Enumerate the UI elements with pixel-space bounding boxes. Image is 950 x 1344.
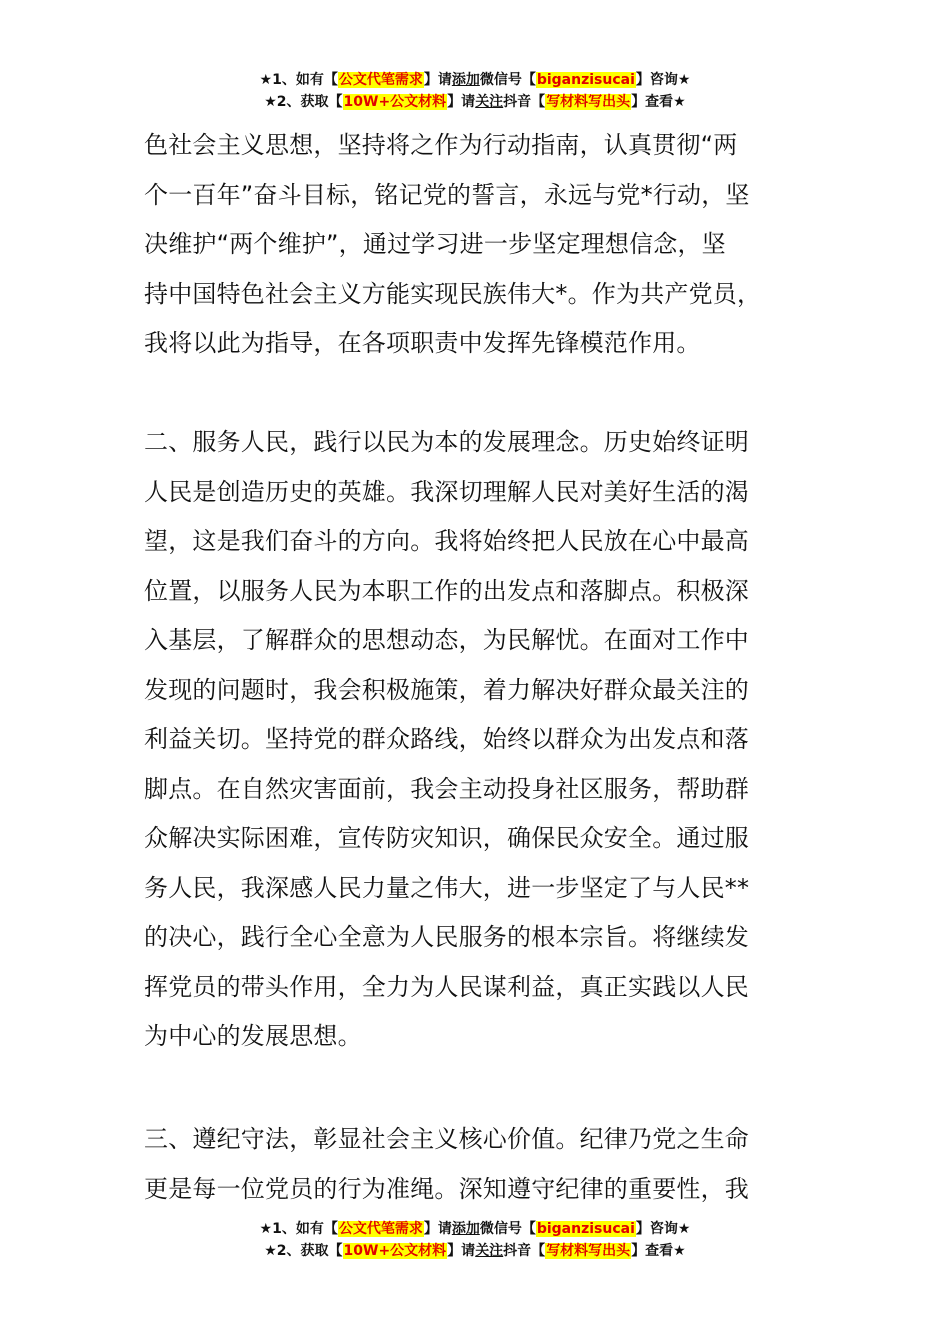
banner-underlined: 添加 xyxy=(451,1221,480,1237)
banner-text: 】查看★ xyxy=(631,94,686,110)
banner-text: 微信号【 xyxy=(479,1221,536,1237)
header-banner xyxy=(0,69,950,113)
paragraph-2 xyxy=(144,418,808,1062)
text-line: 三、遵纪守法，彰显社会主义核心价值。纪律乃党之生命 xyxy=(144,1125,749,1153)
highlight-materials: 10W+公文材料 xyxy=(343,1243,447,1259)
text-line: 务人民，我深感人民力量之伟大，进一步坚定了与人民** xyxy=(144,873,750,902)
text-line: 为中心的发展思想。 xyxy=(144,1022,362,1050)
banner-line-2 xyxy=(0,91,950,113)
text-line: 位置，以服务人民为本职工作的出发点和落脚点。积极深 xyxy=(144,576,749,605)
banner-text: 】请 xyxy=(447,1243,476,1259)
banner-text: 微信号【 xyxy=(479,72,536,88)
banner-underlined: 关注 xyxy=(475,1243,504,1259)
banner-text: 】请 xyxy=(423,1221,452,1237)
text-line: 挥党员的带头作用，全力为人民谋利益，真正实践以人民 xyxy=(144,972,749,1001)
text-line: 入基层，了解群众的思想动态，为民解忧。在面对工作中 xyxy=(144,626,749,654)
text-line: 望，这是我们奋斗的方向。我将始终把人民放在心中最高 xyxy=(144,527,749,555)
highlight-service: 公文代笔需求 xyxy=(338,1221,423,1237)
banner-text: ★1、如有【 xyxy=(259,72,338,88)
banner-text: ★2、获取【 xyxy=(264,1243,343,1259)
text-line: 的决心，践行全心全意为人民服务的根本宗旨。将继续发 xyxy=(144,923,749,951)
highlight-materials: 10W+公文材料 xyxy=(343,94,447,110)
text-line: 人民是创造历史的英雄。我深切理解人民对美好生活的渴 xyxy=(144,477,749,506)
banner-underlined: 添加 xyxy=(451,72,480,88)
banner-line-1 xyxy=(0,1218,950,1240)
paragraph-1 xyxy=(144,121,808,369)
banner-text: ★2、获取【 xyxy=(264,94,343,110)
banner-text: ★1、如有【 xyxy=(259,1221,338,1237)
text-line: 利益关切。坚持党的群众路线，始终以群众为出发点和落 xyxy=(144,725,749,753)
text-line: 众解决实际困难，宣传防灾知识，确保民众安全。通过服 xyxy=(144,824,749,852)
text-line: 脚点。在自然灾害面前，我会主动投身社区服务，帮助群 xyxy=(144,774,749,803)
highlight-wechat-id: biganzisucai xyxy=(536,72,635,88)
text-line: 决维护“两个维护”，通过学习进一步坚定理想信念，坚 xyxy=(144,230,726,258)
text-line: 我将以此为指导，在各项职责中发挥先锋模范作用。 xyxy=(144,329,701,357)
banner-line-1 xyxy=(0,69,950,91)
banner-text: 】查看★ xyxy=(631,1243,686,1259)
text-line: 更是每一位党员的行为准绳。深知遵守纪律的重要性，我 xyxy=(144,1174,749,1203)
text-line: 二、服务人民，践行以民为本的发展理念。历史始终证明 xyxy=(144,428,749,456)
highlight-wechat-id: biganzisucai xyxy=(536,1221,635,1237)
banner-text: 】咨询★ xyxy=(635,72,691,88)
banner-line-2 xyxy=(0,1240,950,1262)
banner-underlined: 关注 xyxy=(475,94,504,110)
paragraph-3 xyxy=(144,1115,808,1214)
text-line: 持中国特色社会主义方能实现民族伟大*。作为共产党员， xyxy=(144,279,762,308)
highlight-douyin-id: 写材料写出头 xyxy=(546,94,631,110)
highlight-service: 公文代笔需求 xyxy=(338,72,423,88)
footer-banner xyxy=(0,1218,950,1262)
banner-text: 抖音【 xyxy=(503,94,546,110)
text-line: 个一百年”奋斗目标，铭记党的誓言，永远与党*行动，坚 xyxy=(144,180,750,209)
highlight-douyin-id: 写材料写出头 xyxy=(546,1243,631,1259)
banner-text: 】请 xyxy=(447,94,476,110)
banner-text: 】咨询★ xyxy=(635,1221,691,1237)
banner-text: 】请 xyxy=(423,72,452,88)
text-line: 色社会主义思想，坚持将之作为行动指南，认真贯彻“两 xyxy=(144,131,738,159)
text-line: 发现的问题时，我会积极施策，着力解决好群众最关注的 xyxy=(144,675,749,704)
banner-text: 抖音【 xyxy=(503,1243,546,1259)
